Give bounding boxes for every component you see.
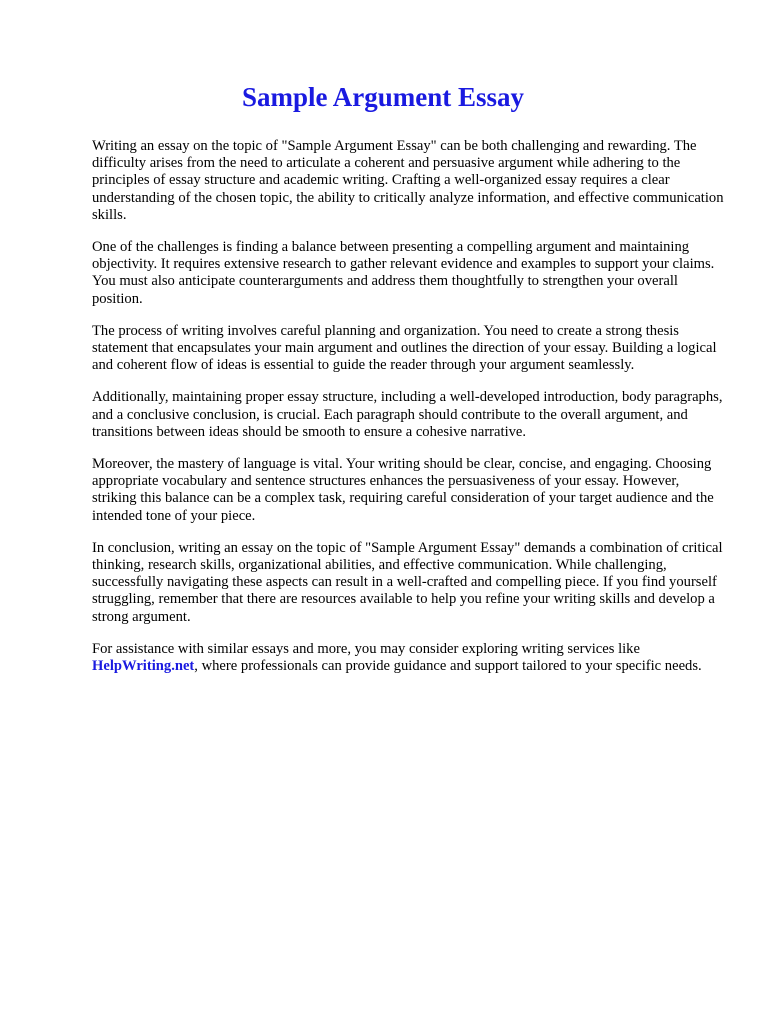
paragraph-language: Moreover, the mastery of language is vital. Your writing should be clear, concise, and engaging. Choosing appropriate vocabulary and sentence structures enhances the persuasiveness of your essay. However, striking this balance can be a complex task, requiring careful consideration of your target audience and the intended tone of your piece.: [92, 456, 714, 524]
helpwriting-link[interactable]: HelpWriting.net: [92, 658, 195, 675]
page-title: Sample Argument Essay: [241, 82, 525, 112]
paragraph-closing: [92, 641, 726, 675]
paragraph-process: The process of writing involves careful planning and organization. You need to create a strong thesis statement that encapsulates your main argument and outlines the direction of your essay. Building a logical and coherent flow of ideas is essential to guide the reader through your argument seamlessly.: [92, 322, 717, 374]
closing-text-before-link: For assistance with similar essays and more, you may consider exploring writing services like: [92, 640, 640, 657]
paragraph-intro: Writing an essay on the topic of "Sample Argument Essay" can be both challenging and rewarding. The difficulty arises from the need to articulate a coherent and persuasive argument while adhering to the principles of essay structure and academic writing. Crafting a well-organized essay requires a clear understanding of the chosen topic, the ability to critically analyze information, and effective communication skills.: [92, 138, 724, 223]
paragraph-challenges: One of the challenges is finding a balance between presenting a compelling argument and maintaining objectivity. It requires extensive research to gather relevant evidence and examples to support your claims. You must also anticipate counterarguments and address them thoughtfully to strengthen your overall position.: [92, 239, 715, 307]
closing-text-after-link: , where professionals can provide guidance and support tailored to your specific needs.: [194, 658, 702, 675]
paragraph-structure: Additionally, maintaining proper essay structure, including a well-developed introduction, body paragraphs, and a conclusive conclusion, is crucial. Each paragraph should contribute to the overall argument, and transitions between ideas should be smooth to ensure a cohesive narrative.: [92, 389, 723, 440]
paragraph-conclusion: In conclusion, writing an essay on the topic of "Sample Argument Essay" demands a combination of critical thinking, research skills, organizational abilities, and effective communication. While challenging, successfully navigating these aspects can result in a well-crafted and compelling piece. If you find yourself struggling, remember that there are resources available to help you refine your writing skills and develop a strong argument.: [92, 539, 723, 625]
